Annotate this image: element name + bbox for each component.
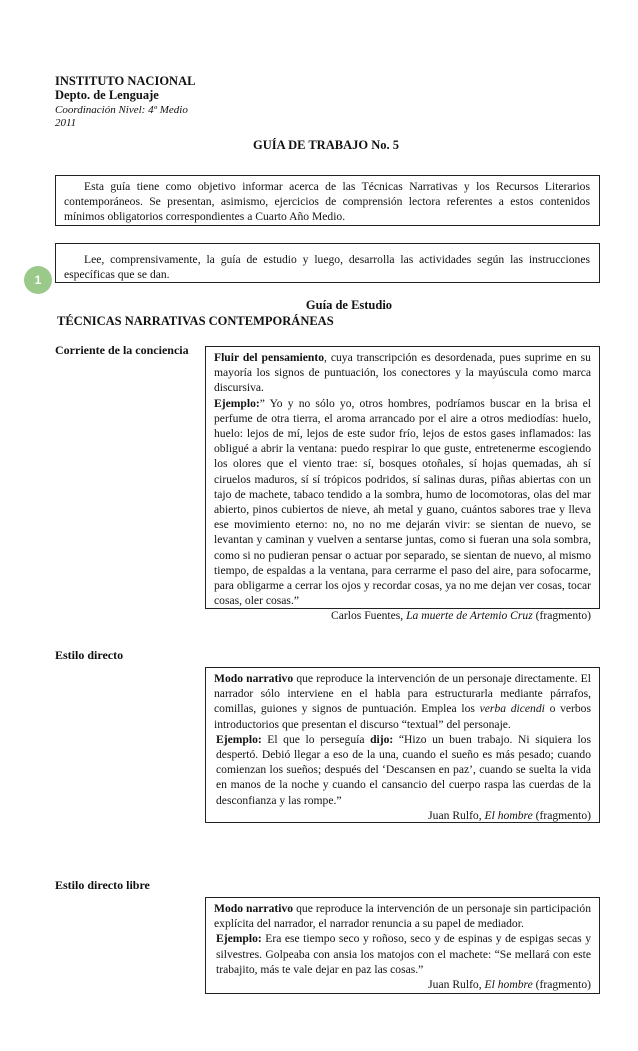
example-text: Ejemplo:” Yo y no sólo yo, otros hombres, podríamos buscar en la brisa el perfume de otra tierra, el aroma arrancado por el aire a otros mediodías: huelo, huelo: lejos de mí, lejos de este sudor frío, lejos de estos gases inflamados: las obligué a abrir la ventana: puedo respirar lo que guste, entretenerme escogiendo los olores que el viento trae: sí, bosques otoñales, sí hojas quemadas, ah sí ciruelos maduros, sí sí trópicos podridos, sí salinas duras, piñas abiertas con un tajo de machete, tabaco tendido a la sombra, humo de locomotoras, olas del mar abierto, pinos cubiertos de nieve, ah metal y guano, cuántos sabores trae y lleva ese movimiento eterno: no, no no me dejarán vivir: se sientan de nuevo, se levantan y caminan y vuelven a sentarse juntas, como si fueran una sola sombra, como si no pudieran pensar o actuar por separado, se sientan de nuevo, al mismo tiempo, de espaldas a la ventana, para cerrarme el paso del aire, para sofocarme, para obligarme a cerrar los ojos y recordar cosas, ya no me dejan ver cosas, tocar cosas, oler cosas.” bbox=[214, 396, 591, 608]
definition-panel-estilo-directo-libre bbox=[205, 897, 600, 994]
definition-text: Modo narrativo que reproduce la intervención de un personaje sin participación explícita del narrador, el narrador renuncia a su papel de mediador. bbox=[214, 902, 591, 931]
objective-box bbox=[55, 175, 600, 226]
definition-text: Modo narrativo que reproduce la intervención de un personaje directamente. El narrador sólo interviene en el habla para estructurarla mediante párrafos, comillas, guiones y signos de puntuación. Emplea los verba dicendi o verbos introductorios que presentan el discurso “textual” del personaje. bbox=[214, 672, 591, 731]
institution-name: INSTITUTO NACIONAL bbox=[55, 74, 196, 88]
page-number-badge: 1 bbox=[24, 266, 52, 294]
section-title: TÉCNICAS NARRATIVAS CONTEMPORÁNEAS bbox=[57, 314, 334, 328]
example-text: Ejemplo: Era ese tiempo seco y roñoso, seco y de espinas y de espigas secas y silvestres. Golpeaba con ansia los matojos con el machete: “Se mellará con este trabajito, más te vale dejar en paz las cosas.” bbox=[216, 932, 591, 976]
example-text: Ejemplo: El que lo perseguía dijo: “Hizo un buen trabajo. Ni siquiera los despertó. Debió llegar a eso de la una, cuando el sueño es más pesado; cuando comienzan los sueños; después del ‘Descansen en paz’, cuando se suelta la vida en manos de la noche y cuando el cansancio del cuerpo raspa las cuerdas de la desconfianza y las rompe.” bbox=[216, 732, 591, 807]
section-label-estilo-directo: Estilo directo bbox=[55, 648, 124, 662]
attribution: Carlos Fuentes, La muerte de Artemio Cruz (fragmento) bbox=[331, 609, 591, 623]
attribution: Juan Rulfo, El hombre (fragmento) bbox=[428, 808, 591, 822]
coordination-level: Coordinación Nivel: 4º Medio bbox=[55, 104, 188, 116]
definition-panel-estilo-directo bbox=[205, 667, 600, 823]
definition-text: Fluir del pensamiento, cuya transcripción es desordenada, pues suprime en su mayoría los signos de puntuación, los conectores y la mayúscula como marca discursiva. bbox=[214, 351, 591, 395]
section-label-estilo-directo-libre: Estilo directo libre bbox=[55, 878, 150, 892]
section-label-corriente: Corriente de la conciencia bbox=[55, 343, 189, 357]
year: 2011 bbox=[55, 117, 77, 129]
page-title: GUÍA DE TRABAJO No. 5 bbox=[253, 138, 399, 152]
definition-panel-corriente bbox=[205, 346, 600, 623]
objective-text: Esta guía tiene como objetivo informar acerca de las Técnicas Narrativas y los Recursos Literarios contemporáneos. Se presentan, asimismo, ejercicios de comprensión lectora referentes a estos contenidos mínimos obligatorios correspondientes a Cuarto Año Medio. bbox=[64, 180, 590, 224]
instruction-text: Lee, comprensivamente, la guía de estudio y luego, desarrolla las actividades según las instrucciones específicas que se dan. bbox=[64, 253, 590, 282]
attribution: Juan Rulfo, El hombre (fragmento) bbox=[428, 978, 591, 992]
study-guide-title: Guía de Estudio bbox=[305, 298, 393, 312]
department-name: Depto. de Lenguaje bbox=[55, 88, 159, 102]
instruction-box bbox=[55, 243, 600, 283]
